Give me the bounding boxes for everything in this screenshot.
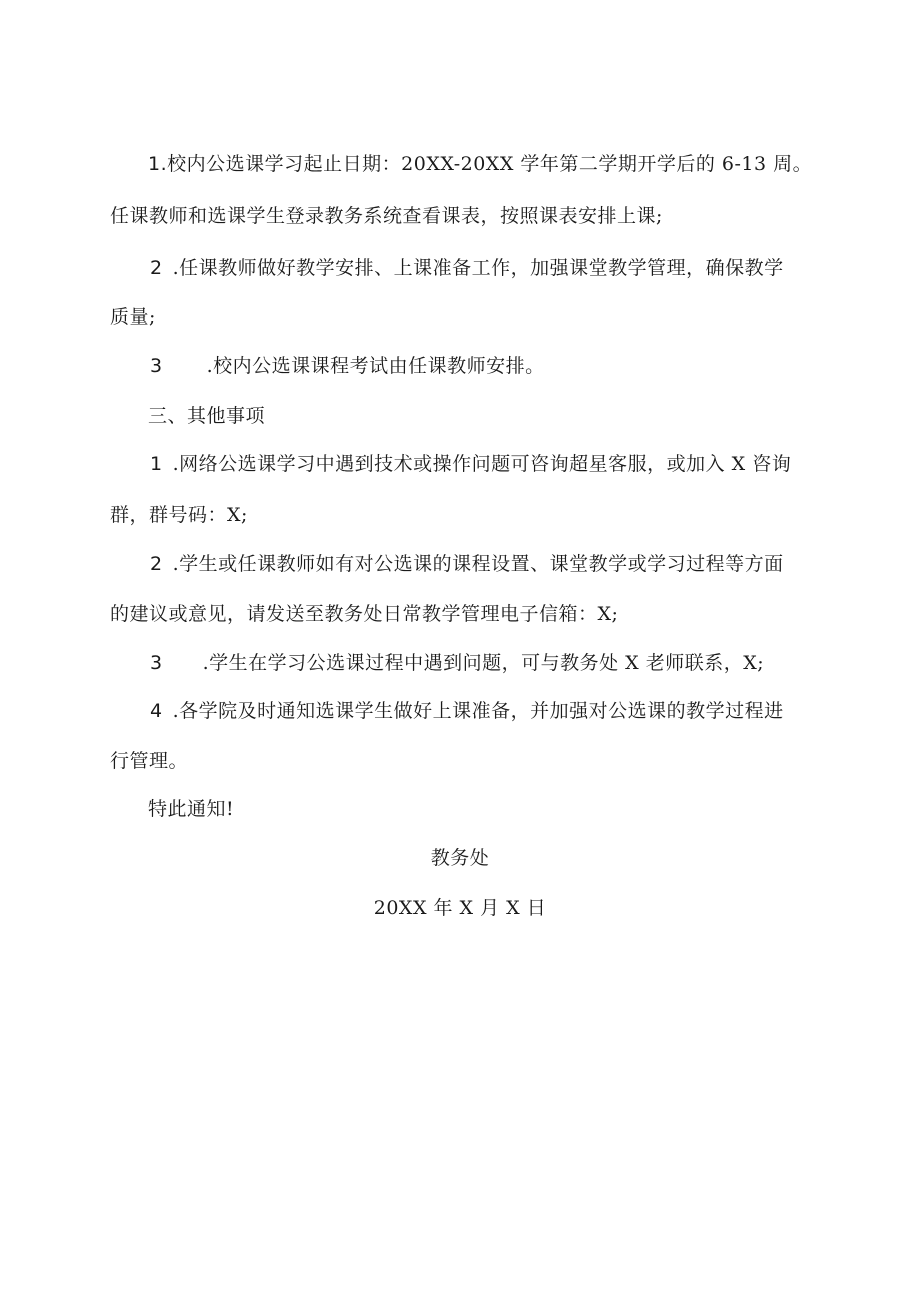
other-item-1-text: .网络公选课学习中遇到技术或操作问题可咨询超星客服，或加入 X 咨询 — [172, 453, 792, 475]
item-1-number: 1. — [148, 153, 168, 175]
signature: 教务处 — [430, 847, 490, 869]
item-3-text: .校内公选课课程考试由任课教师安排。 — [206, 355, 545, 377]
item-2-number: 2 — [150, 257, 163, 279]
other-item-4-number: 4 — [150, 700, 163, 722]
other-item-4-line-1 — [150, 699, 784, 723]
other-item-2-line-2: 的建议或意见，请发送至教务处日常教学管理电子信箱：X; — [110, 603, 619, 625]
item-1-line-1 — [148, 152, 812, 176]
item-2-text: .任课教师做好教学安排、上课准备工作，加强课堂教学管理，确保教学 — [172, 257, 784, 279]
other-item-4-text: .各学院及时通知选课学生做好上课准备，并加强对公选课的教学过程进 — [172, 700, 784, 722]
other-item-2-text: .学生或任课教师如有对公选课的课程设置、课堂教学或学习过程等方面 — [172, 553, 784, 575]
other-item-2-line-1 — [150, 552, 784, 576]
item-3-line-1 — [150, 354, 545, 378]
other-item-1-number: 1 — [150, 453, 163, 475]
other-item-3-number: 3 — [150, 652, 163, 674]
other-item-3-line-1 — [150, 651, 764, 675]
other-item-4-line-2: 行管理。 — [110, 750, 189, 772]
date: 20XX 年 X 月 X 日 — [373, 897, 547, 919]
item-2-line-2: 质量; — [110, 306, 156, 328]
closing-text: 特此通知! — [148, 798, 235, 820]
item-1-line-2: 任课教师和选课学生登录教务系统查看课表，按照课表安排上课; — [110, 205, 663, 227]
section-heading: 三、其他事项 — [148, 405, 266, 427]
item-3-number: 3 — [150, 355, 163, 377]
other-item-1-line-1 — [150, 452, 791, 476]
item-2-line-1 — [150, 256, 784, 280]
item-1-text: 校内公选课学习起止日期：20XX-20XX 学年第二学期开学后的 6-13 周。 — [167, 153, 813, 175]
other-item-1-line-2: 群，群号码：X; — [110, 504, 248, 526]
other-item-2-number: 2 — [150, 553, 163, 575]
other-item-3-text: .学生在学习公选课过程中遇到问题，可与教务处 X 老师联系，X; — [202, 652, 765, 674]
